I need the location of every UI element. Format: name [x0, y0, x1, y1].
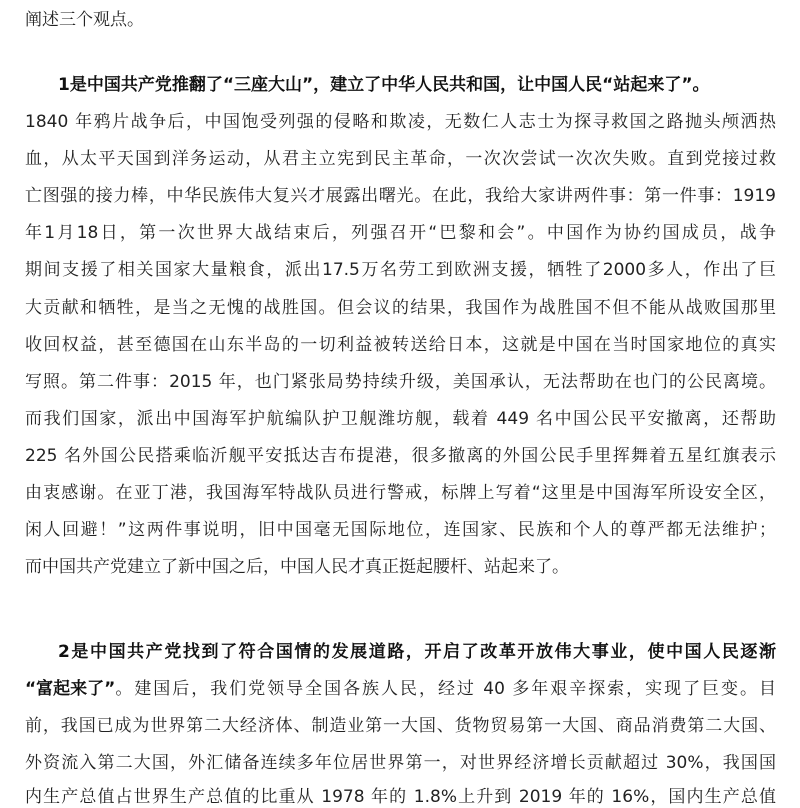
paragraph-line: 闲人回避！”这两件事说明，旧中国毫无国际地位，连国家、民族和个人的尊严都无法维护； — [25, 520, 776, 540]
paragraph-line: 而我们国家，派出中国海军护航编队护卫舰潍坊舰，载着 449 名中国公民平安撤离，还帮助 — [25, 409, 776, 429]
paragraph-line: 225 名外国公民搭乘临沂舰平安抵达吉布提港，很多撤离的外国公民手里挥舞着五星红旗表示 — [25, 446, 776, 466]
paragraph-line: 而中国共产党建立了新中国之后，中国人民才真正挺起腰杆、站起来了。 — [25, 557, 569, 577]
paragraph-line: 内生产总值占世界生产总值的比重从 1978 年的 1.8%上升到 2019 年的 16%，国内生产总值 — [25, 787, 776, 807]
paragraph-line: 写照。第二件事：2015 年，也门紧张局势持续升级，美国承认，无法帮助在也门的公民离境。 — [25, 372, 776, 392]
section2-heading-continuation: “富起来了” — [25, 679, 116, 699]
paragraph-line-mixed — [25, 678, 776, 700]
paragraph-line: 年1月18日，第一次世界大战结束后，列强召开“巴黎和会”。中国作为协约国成员，战争 — [25, 223, 776, 243]
paragraph-line: 期间支援了相关国家大量粮食，派出17.5万名劳工到欧洲支援，牺牲了2000多人，作出了巨 — [25, 260, 776, 280]
section2-heading: 2是中国共产党找到了符合国情的发展道路，开启了改革开放伟大事业，使中国人民逐渐 — [58, 642, 776, 662]
paragraph-line: 血，从太平天国到洋务运动，从君主立宪到民主革命，一次次尝试一次次失败。直到党接过救 — [25, 149, 776, 169]
paragraph-line: 大贡献和牺牲，是当之无愧的战胜国。但会议的结果，我国作为战胜国不但不能从战败国那里 — [25, 298, 776, 318]
paragraph-line: 。建国后，我们党领导全国各族人民，经过 40 多年艰辛探索，实现了巨变。目 — [115, 679, 776, 699]
intro-text: 阐述三个观点。 — [25, 10, 144, 30]
paragraph-line: 收回权益，甚至德国在山东半岛的一切利益被转送给日本，这就是中国在当时国家地位的真实 — [25, 335, 776, 355]
paragraph-line: 1840 年鸦片战争后，中国饱受列强的侵略和欺凌，无数仁人志士为探寻救国之路抛头颅洒热 — [25, 112, 776, 132]
paragraph-line: 外资流入第二大国，外汇储备连续多年位居世界第一，对世界经济增长贡献超过 30%，我国国 — [25, 753, 776, 773]
paragraph-line: 亡图强的接力棒，中华民族伟大复兴才展露出曙光。在此，我给大家讲两件事：第一件事：1919 — [25, 186, 776, 206]
paragraph-line: 前，我国已成为世界第二大经济体、制造业第一大国、货物贸易第一大国、商品消费第二大国、 — [25, 716, 776, 736]
section1-heading: 1是中国共产党推翻了“三座大山”，建立了中华人民共和国，让中国人民“站起来了”。 — [58, 75, 710, 95]
paragraph-line: 由衷感谢。在亚丁港，我国海军特战队员进行警戒，标牌上写着“这里是中国海军所设安全区， — [25, 483, 776, 503]
